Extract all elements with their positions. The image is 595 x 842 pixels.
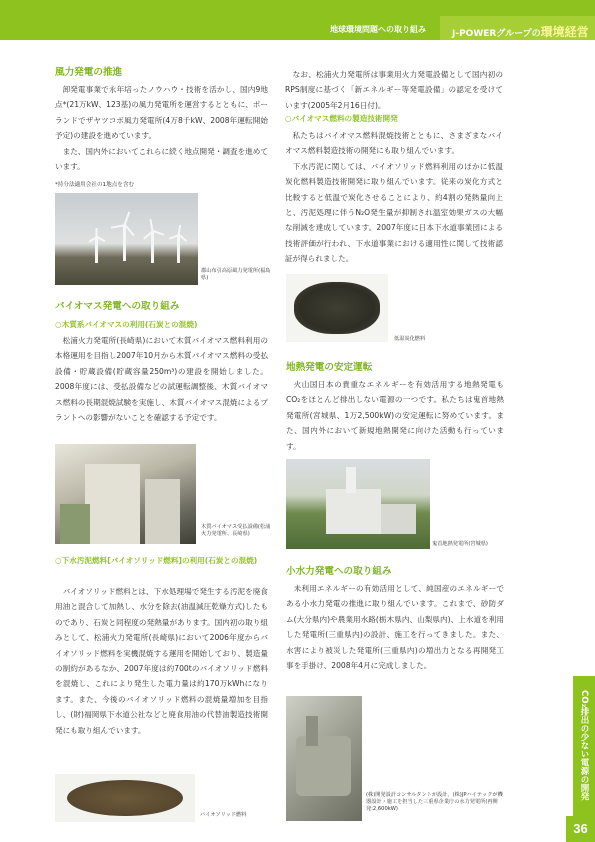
wind-note: *持分法適用会社の1地点を含む: [55, 182, 135, 188]
fuel-manufacturing-body: [285, 128, 503, 267]
small-hydro-body: [286, 581, 504, 673]
onikobe-geothermal-plant-photo: [286, 459, 430, 549]
header-section-label: 地球環境問題への取り組み: [330, 25, 426, 34]
sludge-fuel-subheading: ○下水汚泥燃料[バイオソリッド燃料]の利用(石炭との混焼): [55, 556, 258, 565]
side-tab-label: CO₂排出の少ない電源の開発: [579, 690, 589, 801]
wind-farm-photo: [55, 193, 198, 285]
rps-body: [285, 67, 503, 113]
fuel-manufacturing-paragraph-1: 私たちはバイオマス燃料混焼技術とともに、さまざまなバイオマス燃料製造技術の開発にも取り組んでいます。: [285, 131, 503, 156]
wood-biomass-caption: 木質バイオマス受払設備(松浦火力発電所、長崎県): [201, 524, 271, 537]
geothermal-caption: 鬼首地熱発電所(宮城県): [432, 541, 488, 547]
page-number: 36: [566, 816, 595, 842]
fuel-manufacturing-paragraph-2: 下水汚泥に関しては、バイオソリッド燃料利用のほかに低温炭化燃料製造技術開発に取り組んでいます。従来の炭化方式と比較すると低温で炭化させることにより、約4割の発熱量向上と、汚泥処理に伴うN₂O発生量が抑制され温室効果ガスの大幅な削減を達成しています。2007年度に日本下水道事業団による技術評価が行われ、下水道事業における適用性に関して技術認証が得られました。: [285, 161, 503, 264]
sludge-fuel-body: [55, 584, 268, 738]
wind-paragraph-1: 卸発電事業で永年培ったノウハウ・技術を活かし、国内9地点*(21万kW、123基)の風力発電所を運営するとともに、ポーランドでザヤツコボ風力発電所(4万8千kW、2008年運転開始予定)の建設を進めています。: [55, 85, 268, 141]
small-hydro-paragraph: 未利用エネルギーの有効活用として、純国産のエネルギーである小水力発電の推進に取り組んでいます。これまで、砂防ダム(大分県内)や農業用水路(栃木県内、山梨県内)、上水道を利用した発電所(三重県内)の設計、施工を行ってきました。また、水害により被災した発電所(三重県内)の増出力となる再開発工事を手掛け、2008年4月に完成しました。: [286, 584, 504, 671]
geothermal-heading: 地熱発電の安定運転: [286, 362, 373, 373]
biosolid-fuel-caption: バイオソリッド燃料: [200, 812, 247, 818]
header-title-prefix: J-POWERグループの: [452, 29, 541, 39]
wood-biomass-body: [55, 333, 268, 425]
wind-body: [55, 82, 268, 174]
wood-biomass-paragraph: 松浦火力発電所(長崎県)において木質バイオマス燃料利用の本格運用を目指し2007年10月から木質バイオマス燃料の受払設備・貯蔵設備(貯蔵容量250m³)の建設を開始しました。2008年度には、受払設備などの試運転調整後、木質バイオマス燃料の長期混焼試験を実施し、木質バイオマス混焼によるプラントへの影響がないことを確認する予定です。: [55, 336, 268, 423]
small-hydro-plant-photo: [286, 696, 362, 821]
wind-heading: 風力発電の推進: [55, 67, 123, 78]
low-temp-carbonized-fuel-caption: 低温炭化燃料: [394, 336, 426, 342]
rps-paragraph: なお、松浦火力発電所は事業用火力発電設備として国内初のRPS制度に基づく「新エネルギー等発電設備」の認定を受けています(2005年2月16日付)。: [285, 70, 503, 110]
header-title: [452, 23, 589, 40]
biosolid-fuel-photo: [55, 774, 195, 822]
wind-paragraph-2: また、国内外においてこれらに続く地点開発・調査を進めています。: [55, 146, 268, 172]
fuel-manufacturing-subheading: ○バイオマス燃料の製造技術開発: [285, 114, 398, 123]
wood-biomass-facility-photo: [55, 444, 196, 544]
geothermal-body: [286, 377, 504, 454]
low-temp-carbonized-fuel-photo: [286, 274, 388, 342]
wood-biomass-subheading: ○木質系バイオマスの利用(石炭との混焼): [55, 320, 198, 329]
small-hydro-heading: 小水力発電への取り組み: [286, 566, 392, 577]
geothermal-paragraph: 火山国日本の貴重なエネルギーを有効活用する地熱発電もCO₂をほとんど排出しない電源の一つです。私たちは鬼首地熱発電所(宮城県、1万2,500kW)の安定運転に努めています。また、国内外において新規地熱開発に向けた活動も行っています。: [286, 380, 504, 451]
sludge-fuel-paragraph: バイオソリッド燃料とは、下水処理場で発生する汚泥を廃食用油と混合して加熱し、水分を除去(油温減圧乾燥方式)したものであり、石炭と同程度の発熱量があります。国内初の取り組みとして、松浦火力発電所(長崎県)において2006年度からバイオソリッド燃料を実機混焼する運用を開始しており、製造量の制約があるなか、2007年度は約700tのバイオソリッド燃料を混焼し、これにより発生した電力量は約170万kWhになります。また、今後のバイオソリッド燃料の混焼量増加を目指し、(財)福岡県下水道公社などと廃食用油の代替油製造技術開発にも取り組んでいます。: [55, 587, 268, 735]
wind-caption: 郡山布引高原風力発電所(福島県): [201, 268, 271, 281]
small-hydro-caption: (株)開発設計コンサルタントが設計、(株)JPハイテックが機器設計・施工を担当した三重県企業庁の水力発電所(再開発:2,600kW): [366, 792, 503, 812]
header-title-big: 環境経営: [540, 25, 589, 39]
biomass-heading: バイオマス発電への取り組み: [55, 301, 180, 312]
